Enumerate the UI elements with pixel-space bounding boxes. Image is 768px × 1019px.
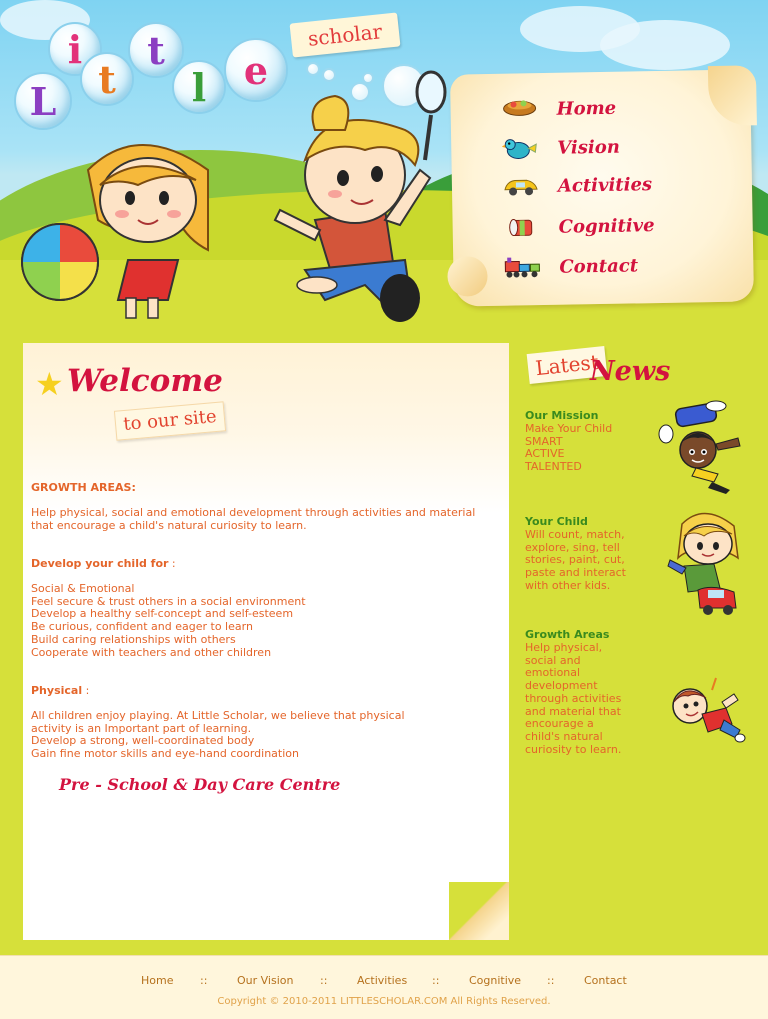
bird-icon xyxy=(501,136,539,161)
growth-areas-heading: GROWTH AREAS: xyxy=(31,481,136,494)
nav-activities[interactable] xyxy=(502,172,653,199)
star-icon: ★ xyxy=(35,365,64,403)
news-title: News xyxy=(590,356,671,387)
news-heading: Our Mission xyxy=(525,409,599,422)
nav-cognitive[interactable] xyxy=(502,213,654,240)
lying-kid-illustration xyxy=(666,672,746,752)
logo-letter-bubble xyxy=(80,52,134,106)
nav-cognitive-label: Cognitive xyxy=(558,214,655,238)
list-item: Develop a healthy self-concept and self-esteem xyxy=(31,607,294,621)
footer-separator: :: xyxy=(547,974,555,987)
footer-separator: :: xyxy=(320,974,328,987)
copyright-text: Copyright © 2010-2011 LITTLESCHOLAR.COM All Rights Reserved. xyxy=(217,996,551,1007)
logo-letter: t xyxy=(147,27,165,73)
develop-heading: Develop your child for : xyxy=(31,557,176,570)
list-item: Build caring relationships with others xyxy=(31,632,236,646)
logo-letter-bubble xyxy=(172,60,226,114)
news-title-tag: Latest xyxy=(527,346,608,384)
cartwheel-kid-illustration xyxy=(656,398,752,498)
develop-list xyxy=(31,583,306,659)
logo-letter: l xyxy=(191,64,207,110)
footer xyxy=(0,955,768,1019)
nav-home-label: Home xyxy=(556,97,617,120)
footer-separator: :: xyxy=(200,974,208,987)
logo-letter: e xyxy=(243,47,269,93)
footer-link-activities[interactable]: Activities xyxy=(357,974,408,987)
welcome-subtitle: to our site xyxy=(114,401,226,440)
drum-icon xyxy=(502,215,540,240)
train-icon xyxy=(503,255,541,280)
footer-link-cognitive[interactable]: Cognitive xyxy=(469,974,522,987)
news-item-mission: Our Mission Make Your Child SMART ACTIVE TALENTED xyxy=(525,409,653,474)
cloud xyxy=(600,20,730,70)
footer-link-home[interactable]: Home xyxy=(141,974,174,987)
centre-tagline: Pre - School & Day Care Centre xyxy=(59,775,341,794)
welcome-title: Welcome xyxy=(67,363,223,399)
logo-tagline: scholar xyxy=(290,12,401,57)
logo-letter: L xyxy=(29,78,57,124)
news-heading: Your Child xyxy=(525,515,588,528)
nav-vision-label: Vision xyxy=(557,136,621,159)
beach-ball-icon xyxy=(18,130,218,330)
nav-vision[interactable] xyxy=(501,135,620,161)
physical-text: All children enjoy playing. At Little Scholar, we believe that physical activity is an Important part of learning. Develop a strong, well-coordinated body Gain fine motor skills and eye-hand coordination xyxy=(31,709,405,761)
news-heading: Growth Areas xyxy=(525,628,610,641)
list-item: Be curious, confident and eager to learn xyxy=(31,620,253,634)
kid-with-toy-car-illustration xyxy=(664,508,744,622)
child-with-bubble-wand-illustration xyxy=(235,60,465,325)
nav-home[interactable] xyxy=(500,96,616,122)
footer-link-our-vision[interactable]: Our Vision xyxy=(237,974,294,987)
nav-contact[interactable] xyxy=(503,253,638,279)
footer-link-contact[interactable]: Contact xyxy=(584,974,627,987)
logo-letter: t xyxy=(98,56,116,102)
news-item-growth-areas: Growth Areas Help physical, social and emotional development through activities and material that encourage a child's natural curiosity to learn. xyxy=(525,628,653,756)
physical-heading: Physical : xyxy=(31,684,90,697)
nav-activities-label: Activities xyxy=(557,173,653,197)
basket-icon xyxy=(500,97,538,122)
logo-letter-bubble xyxy=(128,22,184,78)
toy-car-icon xyxy=(502,174,540,199)
list-item: Social & Emotional xyxy=(31,582,135,595)
news-item-your-child: Your Child Will count, match, explore, sing, tell stories, paint, cut, paste and interact with other kids. xyxy=(525,515,653,593)
logo-letter: i xyxy=(67,26,83,72)
girl-with-ball-illustration xyxy=(18,130,218,330)
header-banner xyxy=(0,0,768,335)
growth-areas-text: Help physical, social and emotional development through activities and material that encourage a child's natural curiosity to learn. xyxy=(31,506,476,532)
nav-contact-label: Contact xyxy=(559,254,639,278)
main-navigation xyxy=(450,69,754,306)
footer-separator: :: xyxy=(432,974,440,987)
page-curl-decoration xyxy=(449,882,509,940)
list-item: Cooperate with teachers and other children xyxy=(31,645,272,659)
list-item: Feel secure & trust others in a social environment xyxy=(31,594,306,608)
welcome-panel xyxy=(23,343,509,940)
logo-letter-bubble xyxy=(14,72,72,130)
